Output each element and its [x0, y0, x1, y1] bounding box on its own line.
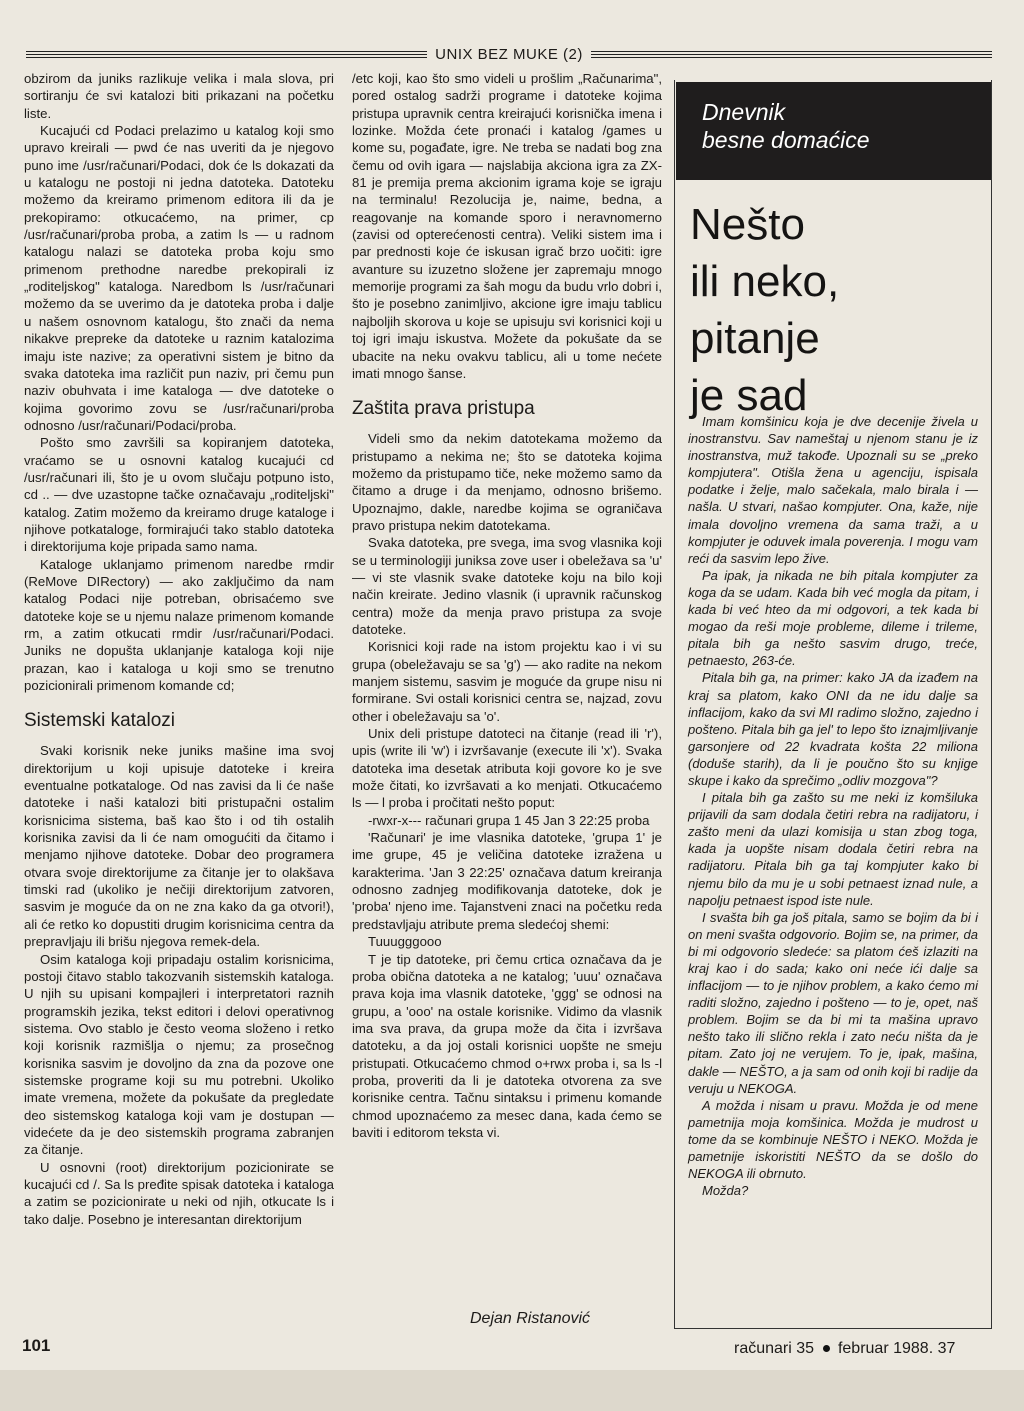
paragraph: Korisnici koji rade na istom projektu kao i vi su grupa (obeležavaju se sa 'g') — ako radite na nekom manjem sistemu, sasvim je moguće da grupe nisu ni formirane. Svi ostali korisnici centra se, najzad, zovu other i obeležavaju sa 'o'. — [352, 639, 662, 724]
article-header — [26, 44, 992, 64]
paragraph: Pa ipak, ja nikada ne bih pitala kompjuter za koga da se udam. Kada bih već mogla da pitam, i kada bi već hteo da mi odgovori, a tek kada bi mogao da reši moje probleme, dileme i trileme, pitala bih ga nešto sasvim drugo, treće, petnaesto, 263-će. — [688, 567, 978, 669]
paragraph: Svaki korisnik neke juniks mašine ima svoj direktorijum u koji upisuje datoteke i kreira eventualne potkataloge. Od nas zavisi da li će naše datoteke i naši katalozi biti pristupačni ostalim korisnicima sistema, baš kao što i od tih ostalih korisnika zavisi da li će nam omogućiti da čitamo i menjamo njihove datoteke. Dobar deo programera otvara svoje direktorijume za čitanje jer to olakšava timski rad (ukoliko je nečiji direktorijum zatvoren, sasvim je moguće da on ne zna kako da ga otvori!), ali će retko ko dopustiti drugim korisnicima centra da prepravljaju ili brišu njegova remek-dela. — [24, 743, 334, 950]
sidebar-banner — [676, 82, 991, 180]
paragraph: /etc koji, kao što smo videli u prošlim „Računarima", pored ostalog sadrži programe i datoteke kojima pristupa upravnik centra kreirajući korisnička imena i lozinke. Možda ćete pronaći i katalog /games u kome su, pogađate, igre. Ne treba se nadati bog zna čemu od ovih igara — najslabija akciona igra za ZX-81 je premija prema akcionim igrama koje se igraju na terminalu! Rezolucija je, naime, bedna, a reagovanje na komande sporo i neravnomerno (zavisi od opterećenosti centra). Veliki sistem ima i par prednosti koje će iskusan igrač brzo uočiti: igre avanture su izuzetno složene jer zapremaju mnogo memorije programi za šah mogu da budu vrlo dobri i, što je posebno zanimljivo, akcione igre imaju tablicu najboljih skorova u koje se upisuju svi korisnici koji u toj igri imaju iskustva. Možete da pokušate da se ubacite na neku ovakvu tablicu, ali u tome nećete imati mnogo šanse. — [352, 71, 662, 381]
page-bottom-margin — [0, 1370, 1024, 1411]
page-number: 101 — [22, 1336, 51, 1355]
paragraph: Možda? — [702, 1183, 749, 1199]
page-footer — [734, 1340, 955, 1358]
paragraph: -rwxr-x--- računari grupa 1 45 Jan 3 22:25 proba — [368, 812, 650, 828]
paragraph: obzirom da juniks razlikuje velika i mala slova, pri sortiranju će svi katalozi biti prikazani na početku liste. — [24, 71, 334, 121]
sidebar-text — [688, 413, 978, 1199]
paragraph: Tuuugggooo — [368, 934, 442, 950]
paragraph: Kataloge uklanjamo primenom naredbe rmdir (ReMove DIRectory) — ako zaključimo da nam katalog Podaci nije potreban, obrisaćemo sve datoteke koje se u njemu nalaze primenom komande rm, a zatim otkucati rmdir /usr/računari/Podaci. Juniks ne dopušta uklanjanje kataloga koji nije prazan, kao i kataloga u koji smo se trenutno pozicionirali primenom komande cd; — [24, 556, 334, 694]
header-rule-right — [591, 51, 992, 58]
paragraph: Osim kataloga koji pripadaju ostalim korisnicima, postoji čitavo stablo takozvanih sistemskih kataloga. U njih su upisani kompajleri i interpretatori raznih programskih jezika, tekst editori i delovi operativnog sistema. Ovo stablo je često veoma složeno i retko koji korisnik razmišlja o njemu; za prosečnog korisnika sasvim je dovoljno da zna da pozove one sistemske programe koji su mu potrebni. Ukoliko imate vremena, možete da pokušate da pregledate deo sistemskog kataloga koji vam je dostupan — videćete da je deo sistemskih programa zabranjen za čitanje. — [24, 951, 334, 1158]
paragraph: T je tip datoteke, pri čemu crtica označava da je proba obična datoteka a ne katalog; 'uuu' označava prava koja ima vlasnik datoteke, 'ggg' se odnosi na grupu, a 'ooo' na ostale korisnike. Vidimo da vlasnik ima sva prava, da grupa može da čita i izvršava datoteku, a da joj ostali korisnici uopšte ne smeju pristupati. Otkucaćemo chmod o+rwx proba i, sa ls -l proba, proveriti da li je datoteka otvorena za sve korisnike centra. Tačnu sintaksu i primenu komande chmod upoznaćemo za mesec dana, kada ćemo se baviti i editorom teksta vi. — [352, 951, 662, 1140]
article-series-title: UNIX BEZ MUKE (2) — [435, 45, 583, 63]
text-column-1 — [24, 70, 334, 1332]
paragraph: Pošto smo završili sa kopiranjem datoteka, vraćamo se u osnovni katalog kucajući cd /usr/računari ili, što je u ovom slučaju potpuno isto, cd .. — dve uzastopne tačke označavaju „roditeljski" katalog. Zatim možemo da kreiramo druge kataloge i njihove potkataloge, formirajući tako stablo datoteka i direktorijuma koje pripada samo nama. — [24, 435, 334, 555]
paragraph: A možda i nisam u pravu. Možda je od mene pametnija moja komšinica. Možda je mudrost u tome da se kombinuje NEŠTO i NEKO. Možda je pametnije iskoristiti NEŠTO da se došlo do NEKOGA ili obrnuto. — [688, 1097, 978, 1182]
section-heading: Zaštita prava pristupa — [352, 398, 535, 420]
paragraph: Pitala bih ga, na primer: kako JA da izađem na kraj sa platom, kako ONI da ne idu dalje sa inflacijom, kako da svi MI radimo složno, zajedno i pošteno. Pitala bih ga jel' to lepo što iznajmljivanje garsonjere od 22 kvadrata košta 22 miliona (doduše starih), da li je poučno što su knjige skupe i kako da sprečimo „odliv mozgova"? — [688, 670, 978, 788]
paragraph: I pitala bih ga zašto su me neki iz komšiluka prijavili da sam dodala četiri rebra na radijatoru, i zašto meni da ulazi komisija u stan zbog toga, kada ja uopšte nisam dodala četiri rebra na radijatoru. Pitala bih ga taj kompjuter kako bi njemu bilo da mu je u sobi petnaest iznad nule, a napolju petnaest ispod iste nule. — [688, 790, 978, 908]
sidebar-title — [690, 196, 839, 424]
paragraph: 'Računari' je ime vlasnika datoteke, 'grupa 1' je ime grupe, 45 je veličina datoteke izražena u karakterima. 'Jan 3 22:25' označava datum kreiranja odnosno zadnjeg modifikovanja datoteke, dok je 'proba' njeno ime. Tajanstveni znaci na početku reda predstavljaju atribute prema sledećoj shemi: — [352, 830, 662, 932]
sidebar-title-line: ili neko, — [690, 257, 840, 306]
paragraph: Imam komšinicu koja je dve decenije živela u inostranstvu. Sav nameštaj u njenom stanu je iz inostranstva, muž takođe. Upoznali su se „preko kompjutera". Otišla žena u agenciju, ispisala podatke i želje, malo sačekala, malo birala i — našla. U stvari, našao kompjuter. Ona, kaže, nije imala dovoljno vremena da sama traži, a u kompjuter je oduvek imala poverenja. I mogu vam reći da sasvim lepo žive. — [688, 414, 978, 566]
paragraph: Kucajući cd Podaci prelazimo u katalog koji smo upravo kreirali — pwd će nas uveriti da je njegovo puno ime /usr/računari/Podaci, dok će ls dokazati da u katalogu ne postoji ni jedna datoteka. Datoteku možemo da kreiramo primenom editora ili da je prekopiramo: otkucaćemo, na primer, cp /usr/računari/proba proba, a zatim ls — u radnom katalogu nalazi se datoteka proba koju smo primenom prethodne naredbe prekopirali iz „roditeljskog" kataloga. Naredbom ls /usr/računari možemo da se uverimo da je datoteka proba i dalje u našem osnovnom katalogu, što znači da nema nikakve prepreke da datoteke u raznim katalozima imaju iste nazive; za operativni sistem je bitno da svaka datoteka ima različit pun naziv, pri čemu pun naziv obuhvata i ime kataloga — dve datoteke o kojima govorimo zovu se /usr/računari/proba odnosno /usr/računari/Podaci/proba. — [24, 123, 334, 433]
author-signature: Dejan Ristanović — [470, 1310, 591, 1327]
bullet-dot — [823, 1345, 830, 1352]
header-rule-left — [26, 51, 427, 58]
sidebar-title-line: je sad — [690, 371, 808, 420]
paragraph: Unix deli pristupe datoteci na čitanje (read ili 'r'), upis (write ili 'w') i izvršavanje (execute ili 'x'). Svaka datoteka ima desetak atributa koji govore ko je sve može čitati, ko izvršavati a ko menjati. Otkucaćemo ls — l proba i pročitati nešto poput: — [352, 726, 662, 811]
issue-date: februar 1988. 37 — [837, 1340, 956, 1357]
section-heading: Sistemski katalozi — [24, 710, 175, 732]
sidebar-title-line: pitanje — [690, 314, 820, 363]
paragraph: U osnovni (root) direktorijum pozicionirate se kucajući cd /. Sa ls pređite spisak datoteka i kataloga a zatim se pozicionirate u neki od njih, otkucate ls i tako dalje. Posebno je interesantan direktorijum — [24, 1159, 334, 1227]
sidebar-title-line: Nešto — [690, 200, 805, 249]
sidebar-banner-line: besne domaćice — [702, 127, 870, 153]
text-column-2 — [352, 70, 662, 1140]
paragraph: Svaka datoteka, pre svega, ima svog vlasnika koji se u terminologiji juniksa zove user i obeležava sa 'u' — vi ste vlasnik svake datoteke koju na bilo koji način kreirate. Jedino vlasnik (i upravnik računskog centra) može da menja pravo pristupa za svoje datoteke. — [352, 535, 662, 637]
sidebar-banner-line: Dnevnik — [702, 99, 786, 125]
paragraph: I svašta bih ga još pitala, samo se bojim da bi i on meni svašta odgovorio. Bojim se, na primer, da bi mi odgovorio sledeće: sa platom ćeš izlaziti na kraj kao i do sada; kako oni neće ići dalje sa inflacijom — to je njihov problem, a kako ćemo mi raditi složno, zajedno i pošteno — to je, opet, naš problem. Bojim se da bi mi ta mašina upravo nešto tako ili slično rekla i zato neću ništa da je pitam. Zato joj ne verujem. To je, ipak, mašina, dakle — NEŠTO, a ja sam od onih koji bi radije da veruju u NEKOGA. — [688, 909, 978, 1096]
magazine-name: računari 35 — [734, 1340, 815, 1357]
paragraph: Videli smo da nekim datotekama možemo da pristupamo a nekima ne; što se datoteka kojima možemo da pristupamo tiče, neke možemo samo da čitamo a druge i da menjamo, odnosno brišemo. Upoznajmo, dakle, naredbe kojima se ograničava pravo pristupa nekim datotekama. — [352, 431, 662, 533]
